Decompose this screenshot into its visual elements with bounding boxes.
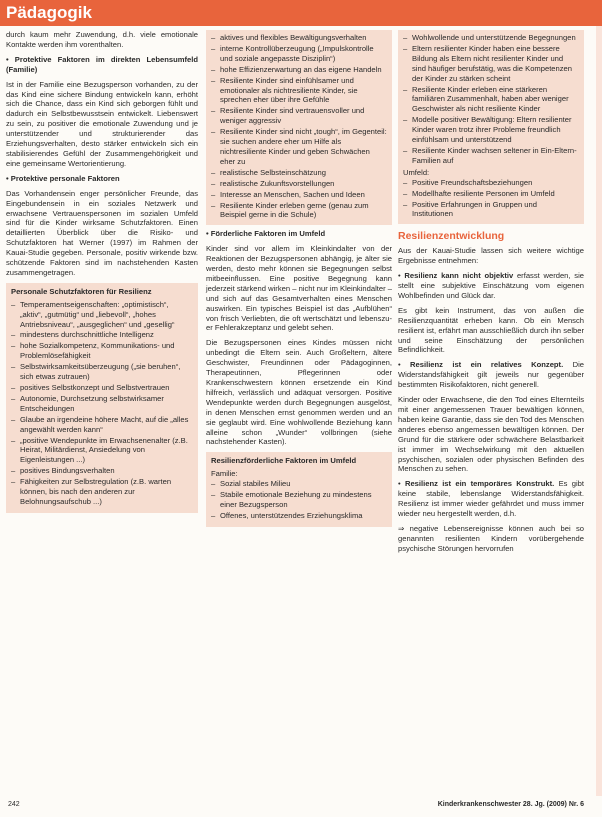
resilience-intro: Aus der Kauai-Studie lassen sich weitere wichtige Ergebnisse entnehmen: <box>398 246 584 266</box>
list-item: – Resiliente Kinder sind nicht „tough“, im Gegenteil: sie suchen andere eher um Hilfe als nichtresiliente Kinder und geben Schwächen eher zu <box>211 127 387 167</box>
side-color-strip <box>596 26 602 796</box>
section-header-band <box>0 0 602 26</box>
resilience-paragraph-2: Es gibt kein Instrument, das von außen die Resilienzquantität erheben kann. Ob ein Mensch resilient ist, erfährt man ausschließlich durch ihn selber und seine Einschätzung der persönlichen Befindlichkeit. <box>398 305 584 355</box>
resilience-heading: Resilienzentwicklung <box>398 230 505 243</box>
environment-factors-box-title: Resilienzförderliche Faktoren im Umfeld <box>211 456 357 466</box>
umfeld-list <box>403 178 579 220</box>
environment-paragraph-2: Die Bezugspersonen eines Kindes müssen nicht unbedingt die Eltern sein. Auch Großeltern, ältere Geschwister, Freundinnen oder Pädagoginnen, Therapeutinnen, Pflegerinnen oder Krankenschwestern können ersetzende ein Kind hilfreich, verlässlich und adäquat versorgen. Positive Wendepunkte werden durch Begegnungen ausgelöst, in denen Menschen ernst genommen werden und an sie geglaubt wird. Eine wohlwollende Beziehung kann alleine schon „Wunder“ vollbringen (siehe nachstehender Kasten). <box>206 338 392 447</box>
family-heading: • Protektive Faktoren im direkten Lebensumfeld (Familie) <box>6 55 198 75</box>
list-item: – realistische Selbsteinschätzung <box>211 168 387 178</box>
page-number: 242 <box>8 801 20 808</box>
list-item: – Modelle positiver Bewältigung: Eltern resilienter Kinder waren trotz ihrer Probleme freundlich einfühlsam und unterstützend <box>403 115 579 145</box>
list-item: – Fähigkeiten zur Selbstregulation (z.B. warten können, bis nach den anderen zur Belohnungsaufschub ...) <box>11 477 193 507</box>
environment-heading: • Förderliche Faktoren im Umfeld <box>206 229 392 239</box>
list-item: – Positive Freundschaftsbeziehungen <box>403 178 579 188</box>
column-3 <box>398 30 584 559</box>
resilience-paragraph-6: ⇒ negative Lebensereignisse können auch bei so genannten resilienten Kindern vorübergehende psychische Störungen hervorrufen <box>398 523 584 553</box>
resilience-point-1-keyword: Resilienz kann nicht objektiv <box>404 271 514 281</box>
environment-factors-box <box>206 452 392 526</box>
list-item: – realistische Zukunftsvorstellungen <box>211 179 387 189</box>
list-item: – Modellhafte resiliente Personen im Umfeld <box>403 189 579 199</box>
list-item: – Positive Erfahrungen in Gruppen und Institutionen <box>403 200 579 220</box>
personal-paragraph: Das Vorhandensein enger persönlicher Freunde, das Eingebundensein in ein soziales Netzwerk und erwachsene Vertrauenspersonen im sozialen Umfeld sind für die Kinder wirksame Schutzfaktoren. Einen detaillierten Überblick über die Risiko- und Schutzfaktoren hat Werner (1997) im Rahmen der Kauai-Studie gegeben. Personale, positiv wirkende bzw. schützende Faktoren sind im nachstehenden Kasten zusammengetragen. <box>6 188 198 277</box>
list-item: – Offenes, unterstützendes Erziehungsklima <box>211 511 387 521</box>
list-item: – hohe Sozialkompetenz, Kommunikations- und Problemlösefähigkeit <box>11 341 193 361</box>
list-item: – Resiliente Kinder sind einfühlsamer und emotionaler als nichtresiliente Kinder, sie sprechen eher über ihre Gefühle <box>211 76 387 106</box>
list-item: – Sozial stabiles Milieu <box>211 479 387 489</box>
list-item: – positives Bindungsverhalten <box>11 466 193 476</box>
list-item: – Glaube an irgendeine höhere Macht, auf die „alles angewählt werden kann“ <box>11 415 193 435</box>
list-item: – Selbstwirksamkeitsüberzeugung („sie beruhen“, sich etwas zutrauen) <box>11 362 193 382</box>
list-item: – Resiliente Kinder erleben gerne (genau zum Beispiel gerne in die Schule) <box>211 201 387 221</box>
resilience-point-3-text: Die Widerstandsfähigkeit gilt jeweils nur gegenüber bestimmten Risikofaktoren, nicht generell. <box>398 360 584 390</box>
section-title: Pädagogik <box>6 3 92 22</box>
environment-factors-box-continued <box>398 30 584 224</box>
resilience-point-3-keyword: Resilienz ist ein relatives Konzept. <box>410 360 564 370</box>
personal-factors-box-continued <box>206 30 392 225</box>
list-item: – „positive Wendepunkte im Erwachsenenalter (z.B. Heirat, Militärdienst, Ansiedelung von Eigenleistungen ...) <box>11 436 193 466</box>
umfeld-label: Umfeld: <box>403 167 430 177</box>
intro-paragraph: durch kaum mehr Zuwendung, d.h. viele emotionale Kontakte werden ihm vorenthalten. <box>6 30 198 49</box>
list-item: – Wohlwollende und unterstützende Begegnungen <box>403 33 579 43</box>
column-1 <box>6 30 198 519</box>
list-item: – Stabile emotionale Beziehung zu mindestens einer Bezugsperson <box>211 490 387 510</box>
personal-heading: • Protektive personale Faktoren <box>6 174 198 184</box>
environment-factors-list-continued <box>403 33 579 166</box>
list-item: – interne Kontrollüberzeugung („Impulskontrolle und soziale angepasste Disziplin“) <box>211 44 387 64</box>
list-item: – Autonomie, Durchsetzung selbstwirksamer Entscheidungen <box>11 394 193 414</box>
resilience-point-5 <box>398 479 584 519</box>
resilience-point-1 <box>398 271 584 301</box>
journal-citation: Kinderkrankenschwester 28. Jg. (2009) Nr. 6 <box>437 801 584 808</box>
personal-factors-list <box>11 300 193 507</box>
resilience-point-3 <box>398 360 584 390</box>
environment-paragraph-1: Kinder sind vor allem im Kleinkindalter von der Reaktionen der Bezugspersonen abhängig, je älter sie werden, desto mehr können sie Begegnungen selbst mitbeeinflussen. Eine positive Begegnung kann jederzeit stärkend wirken – nicht nur im Kleinkindalter – und sich auf das Gesamtverhalten eines Menschen auswirken. Ein typisches Beispiel ist das „Aufblühen“ von frisch Verliebten, die oft wertschätzt und lebenszu- er Fehlerakzeptanz und gelebt sehen. <box>206 244 392 333</box>
list-item: – Resiliente Kinder erleben eine stärkeren familiären Zusammenhalt, haben aber weniger Geschwister als nicht resiliente Kinder <box>403 85 579 115</box>
list-item: – Interesse an Menschen, Sachen und Ideen <box>211 190 387 200</box>
list-item: – Eltern resilienter Kinder haben eine bessere Bildung als Eltern nicht resilienter Kinder und sind häufiger berufstätig, was die Kompetenzen der Kinder zu stärken scheint <box>403 44 579 84</box>
list-item: – Resiliente Kinder wachsen seltener in Ein-Eltern-Familien auf <box>403 146 579 166</box>
personal-factors-box-title: Personale Schutzfaktoren für Resilienz <box>11 286 152 296</box>
list-item: – aktives und flexibles Bewältigungsverhalten <box>211 33 387 43</box>
column-2 <box>206 30 392 533</box>
resilience-point-1-text: erfasst werden, sie stellt eine subjektive Einschätzung vom eigenen Wohlbefinden und Glück dar. <box>398 271 584 300</box>
list-item: – positives Selbstkonzept und Selbstvertrauen <box>11 383 193 393</box>
list-item: – mindestens durchschnittliche Intelligenz <box>11 330 193 340</box>
list-item: – Resiliente Kinder sind vertrauensvoller und weniger aggressiv <box>211 106 387 126</box>
family-paragraph: Ist in der Familie eine Bezugsperson vorhanden, zu der das Kind eine sichere Bindung entwickeln kann, erhöht sich die Chance, dass ein Kind sich geborgen fühlt und dadurch ein Selbstbewusstsein entwickelt. Liebenswert zu sein, zu positiver die emotionale Zuwendung und je unterstützender und strukturierender das Erziehungsverhalten, desto stärker entwickeln sich ein stabilisierendes Gefühl der Zusammengehörigkeit und eine gemeinsame Wertorientierung. <box>6 79 198 168</box>
resilience-paragraph-4: Kinder oder Erwachsene, die den Tod eines Elternteils mit einer angemessenen Trauer bewältigen können, haben keine Garantie, dass sie den Tod des Menschen anderes ebenso angemessen bewältigen können. Der Grund für die stärkere oder schwächere Belastbarkeit ist immer im Wechselwirkung mit den aktuellen psychischen, sozialen oder physischen Befinden des Menschen zu sehen. <box>398 395 584 474</box>
list-item: – Temperamentseigenschaften: „optimistisch“, „aktiv“, „gutmütig“ und „liebevoll“, „hohes Antriebsniveau“, „ausgeglichen“ und „gesellig“ <box>11 300 193 330</box>
page-footer <box>0 797 602 817</box>
personal-factors-box <box>6 283 198 513</box>
resilience-point-5-keyword: Resilienz ist ein temporäres Konstrukt. <box>404 479 555 489</box>
environment-factors-list <box>211 479 387 521</box>
personal-factors-list-continued <box>211 33 387 220</box>
list-item: – hohe Effizienzerwartung an das eigene Handeln <box>211 65 387 75</box>
family-label: Familie: <box>211 469 238 479</box>
resilience-point-5-text: Es gibt keine stabile, lebenslange Widerstandsfähigkeit. Resilienz ist immer wieder gefährdet und muss immer wieder neu hergestellt werden, d.h. <box>398 479 584 519</box>
